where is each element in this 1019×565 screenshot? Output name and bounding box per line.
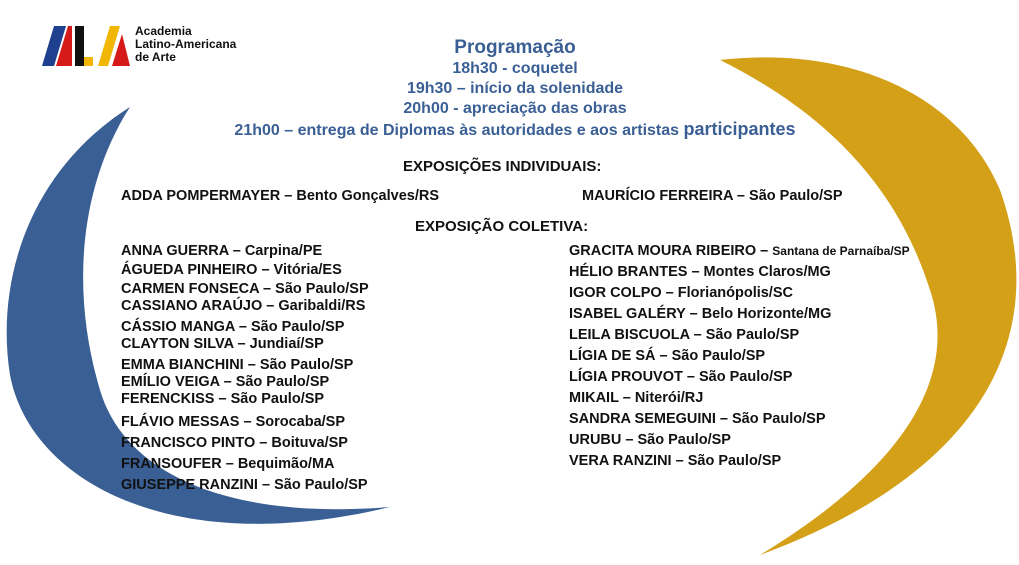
program-item-1: 18h30 - coquetel [452, 60, 578, 77]
artist-name: CLAYTON SILVA [121, 336, 234, 352]
artist-place: São Paulo/SP [687, 453, 782, 469]
program-item-4-text: 21h00 – entrega de Diplomas às autoridades e aos artistas [234, 122, 680, 139]
artist-name: CASSIANO ARAÚJO [121, 298, 263, 314]
list-item: ANNA GUERRA – Carpina/PE [121, 243, 323, 259]
artist-name: FRANSOUFER [121, 456, 222, 472]
list-item: HÉLIO BRANTES – Montes Claros/MG [569, 264, 831, 280]
list-item: IGOR COLPO – Florianópolis/SC [569, 285, 793, 301]
artist-place: Niterói/RJ [634, 390, 704, 406]
artist-name: ÁGUEDA PINHEIRO [121, 262, 258, 278]
program-section [150, 36, 880, 141]
artist-place: São Paulo/SP [705, 327, 800, 343]
list-item: GIUSEPPE RANZINI – São Paulo/SP [121, 477, 368, 493]
artist-place: São Paulo/SP [274, 477, 368, 493]
artist-name: URUBU [569, 432, 622, 448]
artist-name: HÉLIO BRANTES [569, 264, 688, 280]
artist-place: Belo Horizonte/MG [701, 306, 832, 322]
artist-place: São Paulo/SP [230, 391, 325, 407]
artist-place: Jundiaí/SP [249, 336, 324, 352]
artist-place: Montes Claros/MG [703, 264, 831, 280]
artist-name: LÍGIA PROUVOT [569, 369, 683, 385]
artist-place: Sorocaba/SP [255, 414, 346, 430]
program-item-4-emphasis: participantes [683, 119, 796, 139]
artist-place: São Paulo/SP [749, 188, 843, 204]
collective-list-right [569, 242, 910, 469]
artist-name: ISABEL GALÉRY [569, 306, 686, 322]
collective-heading: EXPOSIÇÃO COLETIVA: [415, 218, 589, 235]
artist-place: Bequimão/MA [237, 456, 335, 472]
list-item: FRANSOUFER – Bequimão/MA [121, 456, 335, 472]
individual-heading: EXPOSIÇÕES INDIVIDUAIS: [403, 158, 602, 175]
list-item: EMÍLIO VEIGA – São Paulo/SP [121, 374, 330, 390]
program-item-2: 19h30 – início da solenidade [406, 80, 624, 97]
artist-name: VERA RANZINI [569, 453, 672, 469]
artist-name: FERENCKISS [121, 391, 215, 407]
list-item: LÍGIA DE SÁ – São Paulo/SP [569, 348, 766, 364]
list-item: MIKAIL – Niterói/RJ [569, 390, 704, 406]
list-item: ÁGUEDA PINHEIRO – Vitória/ES [121, 262, 342, 278]
list-item: EMMA BIANCHINI – São Paulo/SP [121, 357, 354, 373]
list-item: CLAYTON SILVA – Jundiaí/SP [121, 336, 324, 352]
artist-name: CARMEN FONSECA [121, 281, 260, 297]
list-item: GRACITA MOURA RIBEIRO – Santana de Parnaíba/SP [569, 243, 910, 259]
artist-place: Garibaldi/RS [278, 298, 366, 314]
ala-logo-mark [42, 26, 130, 66]
artist-name: ANNA GUERRA [121, 243, 229, 259]
list-item: LÍGIA PROUVOT – São Paulo/SP [569, 369, 793, 385]
artist-name: LÍGIA DE SÁ [569, 348, 656, 364]
program-item-4 [150, 119, 880, 141]
list-item: VERA RANZINI – São Paulo/SP [569, 453, 782, 469]
artist-place: Vitória/ES [273, 262, 342, 278]
artist-name: EMÍLIO VEIGA [121, 374, 220, 390]
list-item: FLÁVIO MESSAS – Sorocaba/SP [121, 414, 346, 430]
artist-place: Florianópolis/SC [677, 285, 793, 301]
artist-place: São Paulo/SP [275, 281, 369, 297]
artist-place: Santana de Parnaíba/SP [772, 244, 910, 258]
list-item: CARMEN FONSECA – São Paulo/SP [121, 281, 369, 297]
artist-place: São Paulo/SP [250, 319, 345, 335]
individual-artist-left: ADDA POMPERMAYER – Bento Gonçalves/RS [121, 188, 440, 204]
artist-place: Bento Gonçalves/RS [296, 188, 440, 204]
artist-place: São Paulo/SP [235, 374, 330, 390]
individual-artist-right: MAURÍCIO FERREIRA – São Paulo/SP [582, 188, 843, 204]
artist-name: MIKAIL [569, 390, 619, 406]
logo-line-1: Academia [135, 24, 192, 38]
artist-name: MAURÍCIO FERREIRA [582, 188, 733, 204]
list-item: ISABEL GALÉRY – Belo Horizonte/MG [569, 306, 832, 322]
program-title: Programação [454, 37, 576, 58]
artist-place: São Paulo/SP [637, 432, 731, 448]
logo-line-2: Latino-Americana [135, 37, 237, 51]
artist-name: GRACITA MOURA RIBEIRO [569, 243, 757, 259]
artist-name: SANDRA SEMEGUINI [569, 411, 716, 427]
artist-name: GIUSEPPE RANZINI [121, 477, 258, 493]
artist-name: LEILA BISCUOLA [569, 327, 690, 343]
artist-name: FRANCISCO PINTO [121, 435, 256, 451]
artist-place: São Paulo/SP [732, 411, 826, 427]
list-item: FERENCKISS – São Paulo/SP [121, 391, 325, 407]
list-item: URUBU – São Paulo/SP [569, 432, 731, 448]
artist-name: FLÁVIO MESSAS [121, 414, 240, 430]
collective-list-left [121, 242, 369, 493]
program-item-3: 20h00 - apreciação das obras [403, 100, 627, 117]
artist-name: ADDA POMPERMAYER [121, 188, 281, 204]
artist-place: São Paulo/SP [671, 348, 766, 364]
list-item: LEILA BISCUOLA – São Paulo/SP [569, 327, 800, 343]
list-item: CASSIANO ARAÚJO – Garibaldi/RS [121, 298, 366, 314]
artist-name: CÁSSIO MANGA [121, 319, 235, 335]
artist-place: Boituva/SP [271, 435, 348, 451]
list-item: SANDRA SEMEGUINI – São Paulo/SP [569, 411, 826, 427]
logo-line-3: de Arte [135, 50, 176, 64]
artist-place: São Paulo/SP [259, 357, 354, 373]
artist-place: Carpina/PE [244, 243, 323, 259]
artist-place: São Paulo/SP [698, 369, 793, 385]
artist-name: IGOR COLPO [569, 285, 662, 301]
list-item: FRANCISCO PINTO – Boituva/SP [121, 435, 348, 451]
artist-name: EMMA BIANCHINI [121, 357, 244, 373]
list-item: CÁSSIO MANGA – São Paulo/SP [121, 319, 345, 335]
